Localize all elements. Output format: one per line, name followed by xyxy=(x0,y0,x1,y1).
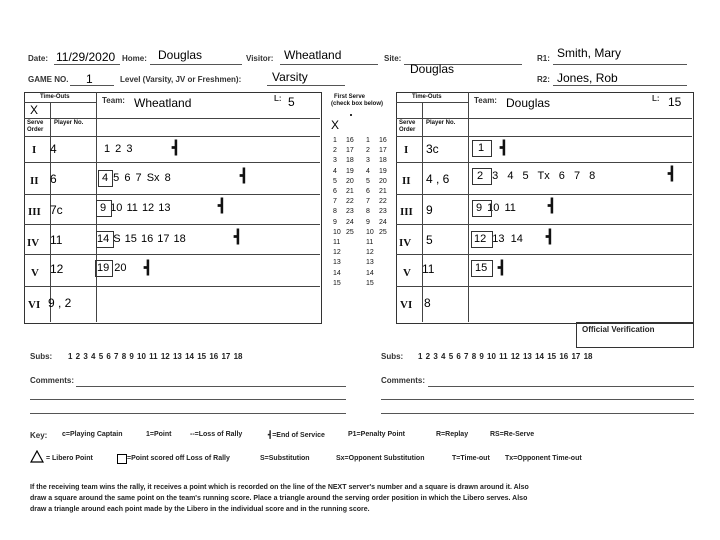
left-timeout-mark: X xyxy=(30,103,39,117)
right-running-left-7: 7 xyxy=(366,198,370,206)
first-serve-mark: X xyxy=(331,118,340,132)
player-number: 4 xyxy=(50,142,57,156)
r2-value: Jones, Rob xyxy=(557,71,618,85)
serve-order-roman: I xyxy=(32,144,37,156)
player-number: 8 xyxy=(424,296,431,310)
serve-order-roman: II xyxy=(402,175,411,187)
player-number: 12 xyxy=(50,262,64,276)
individual-score: 1 2 3 xyxy=(104,143,133,155)
serve-order-roman: VI xyxy=(28,299,41,311)
end-of-service-mark: ┫ xyxy=(240,168,248,183)
left-running-left-6: 6 xyxy=(333,188,337,195)
point-square xyxy=(471,231,493,248)
key-captain: c=Playing Captain xyxy=(62,431,123,438)
left-running-left-5: 5 xyxy=(333,177,337,185)
key-opponent-sub: Sx=Opponent Substitution xyxy=(336,455,425,462)
libero-triangle-icon xyxy=(30,450,44,463)
right-running-right-16: 16 xyxy=(379,137,387,144)
left-running-left-13: 13 xyxy=(333,259,341,267)
right-team-label: Team: xyxy=(474,96,497,105)
end-of-service-mark: ┫ xyxy=(500,140,508,155)
player-number: 11 xyxy=(422,262,435,276)
end-of-service-mark: ┫ xyxy=(172,140,180,155)
individual-score: 4 5 6 7 Sx 8 xyxy=(102,172,171,184)
key-opponent-timeout: Tx=Opponent Time-out xyxy=(505,455,582,462)
left-running-left-10: 10 xyxy=(333,228,341,236)
right-l-value: 15 xyxy=(668,95,682,109)
key-libero-point: = Libero Point xyxy=(46,455,93,462)
left-comments-label: Comments: xyxy=(30,376,75,385)
instruction-line-3: draw a triangle around each point made by the Libero in the individual score and in the running score. xyxy=(30,506,370,513)
key-timeout: T=Time-out xyxy=(452,455,490,462)
game-value: 1 xyxy=(86,72,93,86)
left-running-right-19: 19 xyxy=(346,167,354,175)
left-running-right-25: 25 xyxy=(346,228,354,236)
left-running-right-20: 20 xyxy=(346,177,354,185)
player-number: 6 xyxy=(50,172,57,186)
site-label: Site: xyxy=(384,54,402,63)
player-number: 5 xyxy=(426,233,433,247)
point-square xyxy=(98,170,113,187)
right-subs-numbers: 1 2 3 4 5 6 7 8 9 10 11 12 13 14 15 16 17 18 xyxy=(418,352,593,361)
individual-score: 9 10 11 xyxy=(476,202,516,214)
right-running-right-20: 20 xyxy=(379,177,387,185)
right-running-left-12: 12 xyxy=(366,249,374,257)
level-value: Varsity xyxy=(272,70,308,84)
left-running-right-17: 17 xyxy=(346,147,354,155)
key-label: Key: xyxy=(30,431,48,440)
left-running-right-22: 22 xyxy=(346,198,354,206)
level-label: Level (Varsity, JV or Freshmen): xyxy=(120,75,242,84)
left-running-right-21: 21 xyxy=(346,188,354,195)
left-timeouts-label: Time-Outs xyxy=(40,94,70,100)
right-running-right-17: 17 xyxy=(379,147,387,155)
right-running-left-3: 3 xyxy=(366,157,370,165)
right-running-left-1: 1 xyxy=(366,137,370,144)
point-square xyxy=(472,168,492,185)
individual-score: 1 xyxy=(478,142,485,154)
right-running-left-14: 14 xyxy=(366,269,374,277)
square-icon xyxy=(117,454,127,464)
player-number: 3c xyxy=(426,142,439,156)
individual-score: 19 20 xyxy=(97,262,127,274)
r1-value: Smith, Mary xyxy=(557,46,622,60)
player-number: 4 , 6 xyxy=(426,172,450,186)
right-player-no-label: Player No. xyxy=(426,120,456,126)
individual-score: 12 13 14 xyxy=(474,233,523,245)
serve-order-roman: VI xyxy=(400,299,413,311)
left-running-right-16: 16 xyxy=(346,137,354,144)
point-square xyxy=(471,260,493,277)
right-running-left-11: 11 xyxy=(366,239,374,246)
right-running-left-8: 8 xyxy=(366,208,370,216)
end-of-service-mark: ┫ xyxy=(234,229,242,244)
serve-order-roman: II xyxy=(30,175,39,187)
check-box-label: (check box below) xyxy=(331,101,384,107)
point-square xyxy=(472,200,492,217)
instruction-line-1: If the receiving team wins the rally, it receives a point which is recorded on the line of the NEXT server's number and a square is drawn around it. Also xyxy=(30,484,529,491)
point-square xyxy=(96,200,112,217)
point-square xyxy=(96,231,114,248)
home-label: Home: xyxy=(122,54,147,63)
right-running-left-15: 15 xyxy=(366,279,374,287)
player-number: 9 xyxy=(426,203,433,217)
left-running-right-24: 24 xyxy=(346,218,354,226)
left-running-left-11: 11 xyxy=(333,239,341,246)
official-verification-label: Official Verification xyxy=(582,325,655,334)
home-value: Douglas xyxy=(158,48,203,62)
player-number: 7c xyxy=(50,203,63,217)
r2-label: R2: xyxy=(537,75,550,84)
left-subs-numbers: 1 2 3 4 5 6 7 8 9 10 11 12 13 14 15 16 17 18 xyxy=(68,352,243,361)
right-running-left-2: 2 xyxy=(366,147,370,155)
visitor-label: Visitor: xyxy=(246,54,274,63)
left-team-value: Wheatland xyxy=(134,96,192,110)
end-of-service-mark: ┫ xyxy=(548,198,556,213)
right-running-right-19: 19 xyxy=(379,167,387,175)
serve-order-roman: IV xyxy=(399,237,412,249)
r1-label: R1: xyxy=(537,54,550,63)
game-label: GAME NO. xyxy=(28,75,69,84)
right-serve-order-label: Serve Order xyxy=(399,120,416,133)
end-of-service-mark: ┫ xyxy=(218,198,226,213)
end-of-service-mark: ┫ xyxy=(668,166,676,181)
right-running-left-5: 5 xyxy=(366,177,370,185)
point-square xyxy=(95,260,113,277)
individual-score: 9 10 11 12 13 xyxy=(100,202,171,214)
visitor-value: Wheatland xyxy=(284,48,342,62)
right-running-left-13: 13 xyxy=(366,259,374,267)
left-serve-order-label: Serve Order xyxy=(27,120,44,133)
right-l-label: L: xyxy=(652,94,660,103)
left-player-no-label: Player No. xyxy=(54,120,84,126)
right-running-right-25: 25 xyxy=(379,228,387,236)
instruction-line-2: draw a square around the same point on the team's running score. Place a triangle around the serving order position in which the Libero serves. Also xyxy=(30,495,528,502)
serve-order-roman: V xyxy=(31,267,39,279)
end-of-service-mark: ┫ xyxy=(498,260,506,275)
key-point-off-loss: =Point scored off Loss of Rally xyxy=(127,455,230,462)
key-loss-of-rally: --=Loss of Rally xyxy=(190,431,243,438)
player-number: 11 xyxy=(50,233,63,247)
right-running-right-22: 22 xyxy=(379,198,387,206)
right-subs-label: Subs: xyxy=(381,352,404,361)
date-label: Date: xyxy=(28,54,49,63)
right-team-value: Douglas xyxy=(506,96,551,110)
serve-order-roman: V xyxy=(403,267,411,279)
running-score-right-team xyxy=(363,137,393,312)
left-running-left-12: 12 xyxy=(333,249,341,257)
right-running-right-23: 23 xyxy=(379,208,387,216)
right-running-right-24: 24 xyxy=(379,218,387,226)
individual-score: 14 S 15 16 17 18 xyxy=(97,233,186,245)
key-point: 1=Point xyxy=(146,431,172,438)
serve-order-roman: III xyxy=(400,206,413,218)
right-running-left-10: 10 xyxy=(366,228,374,236)
right-running-right-18: 18 xyxy=(379,157,387,165)
right-comments-label: Comments: xyxy=(381,376,426,385)
left-subs-label: Subs: xyxy=(30,352,53,361)
end-of-service-mark: ┫ xyxy=(144,260,152,275)
left-running-left-2: 2 xyxy=(333,147,337,155)
left-team-label: Team: xyxy=(102,96,125,105)
running-score-left-team xyxy=(330,137,360,312)
left-running-left-14: 14 xyxy=(333,269,341,277)
individual-score: 15 xyxy=(475,262,488,274)
left-l-label: L: xyxy=(274,94,282,103)
left-running-left-3: 3 xyxy=(333,157,337,165)
right-running-right-21: 21 xyxy=(379,188,387,195)
date-value: 11/29/2020 xyxy=(56,50,116,64)
right-running-left-4: 4 xyxy=(366,167,370,175)
left-running-left-4: 4 xyxy=(333,167,337,175)
left-running-right-18: 18 xyxy=(346,157,354,165)
serve-order-roman: I xyxy=(404,144,409,156)
site-value: Douglas xyxy=(410,62,455,76)
left-running-left-1: 1 xyxy=(333,137,337,144)
left-running-left-9: 9 xyxy=(333,218,337,226)
serve-order-roman: III xyxy=(28,206,41,218)
right-running-left-6: 6 xyxy=(366,188,370,195)
individual-score: 2 3 4 5 Tx 6 7 8 xyxy=(477,170,596,182)
point-square xyxy=(472,140,492,157)
key-reserve: RS=Re-Serve xyxy=(490,431,535,438)
right-timeouts-label: Time-Outs xyxy=(412,94,442,100)
key-penalty-point: P1=Penalty Point xyxy=(348,431,405,438)
key-end-of-service: ┫=End of Service xyxy=(268,432,325,439)
left-running-left-8: 8 xyxy=(333,208,337,216)
left-running-right-23: 23 xyxy=(346,208,354,216)
left-running-left-15: 15 xyxy=(333,279,341,287)
serve-order-roman: IV xyxy=(27,237,40,249)
left-l-value: 5 xyxy=(288,95,295,109)
right-running-left-9: 9 xyxy=(366,218,370,226)
end-of-service-mark: ┫ xyxy=(546,229,554,244)
first-serve-label: First Serve xyxy=(334,94,366,100)
left-running-left-7: 7 xyxy=(333,198,337,206)
player-number: 9 , 2 xyxy=(48,296,72,310)
key-substitution: S=Substitution xyxy=(260,455,310,462)
key-replay: R=Replay xyxy=(436,431,469,438)
